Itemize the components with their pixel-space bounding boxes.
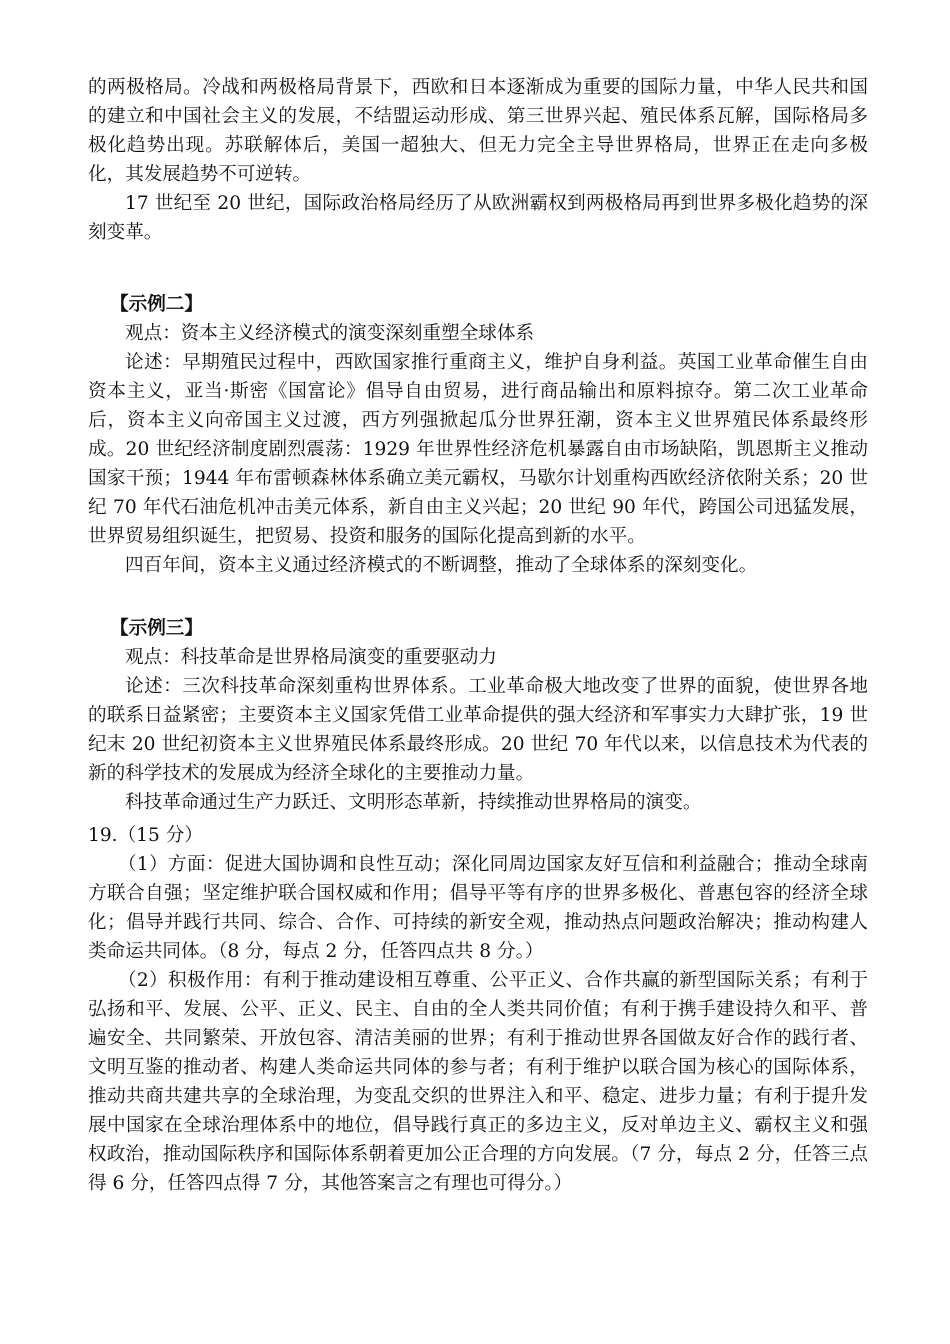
example-three-heading: 【示例三】 [110, 618, 203, 639]
intro-summary: 17 世纪至 20 世纪，国际政治格局经历了从欧洲霸权到两极格局再到世界多极化趋势的深刻变革。 [88, 193, 868, 243]
intro-section [88, 73, 868, 247]
example-two-section [88, 290, 868, 580]
example-two-conclusion: 四百年间，资本主义通过经济模式的不断调整，推动了全球体系的深刻变化。 [125, 555, 758, 576]
example-three-section [88, 614, 868, 817]
question-19-part-1: （1）方面：促进大国协调和良性互动；深化同周边国家友好互信和利益融合；推动全球南方联合自强；坚定维护联合国权威和作用；倡导平等有序的世界多极化、普惠包容的经济全球化；倡导并践行共同、综合、合作、可持续的新安全观，推动热点问题政治解决；推动构建人类命运共同体。（8 分，每点 2 分，任答四点共 8 分。） [88, 854, 868, 962]
example-two-argument: 论述：早期殖民过程中，西欧国家推行重商主义，维护自身利益。英国工业革命催生自由资本主义，亚当·斯密《国富论》倡导自由贸易，进行商品输出和原料掠夺。第二次工业革命后，资本主义向帝国主义过渡，西方列强掀起瓜分世界狂潮，资本主义世界殖民体系最终形成。20 世纪经济制度剧烈震荡：1929 年世界性经济危机暴露自由市场缺陷，凯恩斯主义推动国家干预；1944 年布雷顿森林体系确立美元霸权，马歇尔计划重构西欧经济依附关系；20 世纪 70 年代石油危机冲击美元体系，新自由主义兴起；20 世纪 90 年代，跨国公司迅猛发展，世界贸易组织诞生，把贸易、投资和服务的国际化提高到新的水平。 [88, 352, 868, 547]
example-two-heading: 【示例二】 [110, 294, 203, 315]
example-three-view: 观点：科技革命是世界格局演变的重要驱动力 [125, 647, 497, 668]
intro-paragraph: 的两极格局。冷战和两极格局背景下，西欧和日本逐渐成为重要的国际力量，中华人民共和国的建立和中国社会主义的发展，不结盟运动形成、第三世界兴起、殖民体系瓦解，国际格局多极化趋势出现。苏联解体后，美国一超独大、但无力完全主导世界格局，世界正在走向多极化，其发展趋势不可逆转。 [88, 77, 868, 185]
question-19-part-2: （2）积极作用：有利于推动建设相互尊重、公平正义、合作共赢的新型国际关系；有利于弘扬和平、发展、公平、正义、民主、自由的全人类共同价值；有利于携手建设持久和平、普遍安全、共同繁荣、开放包容、清洁美丽的世界；有利于推动世界各国做友好合作的践行者、文明互鉴的推动者、构建人类命运共同体的参与者；有利于维护以联合国为核心的国际体系，推动共商共建共享的全球治理，为变乱交织的世界注入和平、稳定、进步力量；有利于提升发展中国家在全球治理体系中的地位，倡导践行真正的多边主义，反对单边主义、霸权主义和强权政治，推动国际秩序和国际体系朝着更加公正合理的方向发展。（7 分，每点 2 分，任答三点得 6 分，任答四点得 7 分，其他答案言之有理也可得分。） [88, 970, 868, 1194]
example-three-conclusion: 科技革命通过生产力跃迁、文明形态革新，持续推动世界格局的演变。 [125, 792, 702, 813]
example-two-view: 观点：资本主义经济模式的演变深刻重塑全球体系 [125, 323, 535, 344]
question-19-title: 19.（15 分） [88, 825, 203, 846]
example-three-argument: 论述：三次科技革命深刻重构世界体系。工业革命极大地改变了世界的面貌，使世界各地的联系日益紧密；主要资本主义国家凭借工业革命提供的强大经济和军事实力大肆扩张，19 世纪末 20 世纪初资本主义世界殖民体系最终形成。20 世纪 70 年代以来，以信息技术为代表的新的科学技术的发展成为经济全球化的主要推动力量。 [88, 676, 868, 784]
question-19-section [88, 821, 868, 1198]
